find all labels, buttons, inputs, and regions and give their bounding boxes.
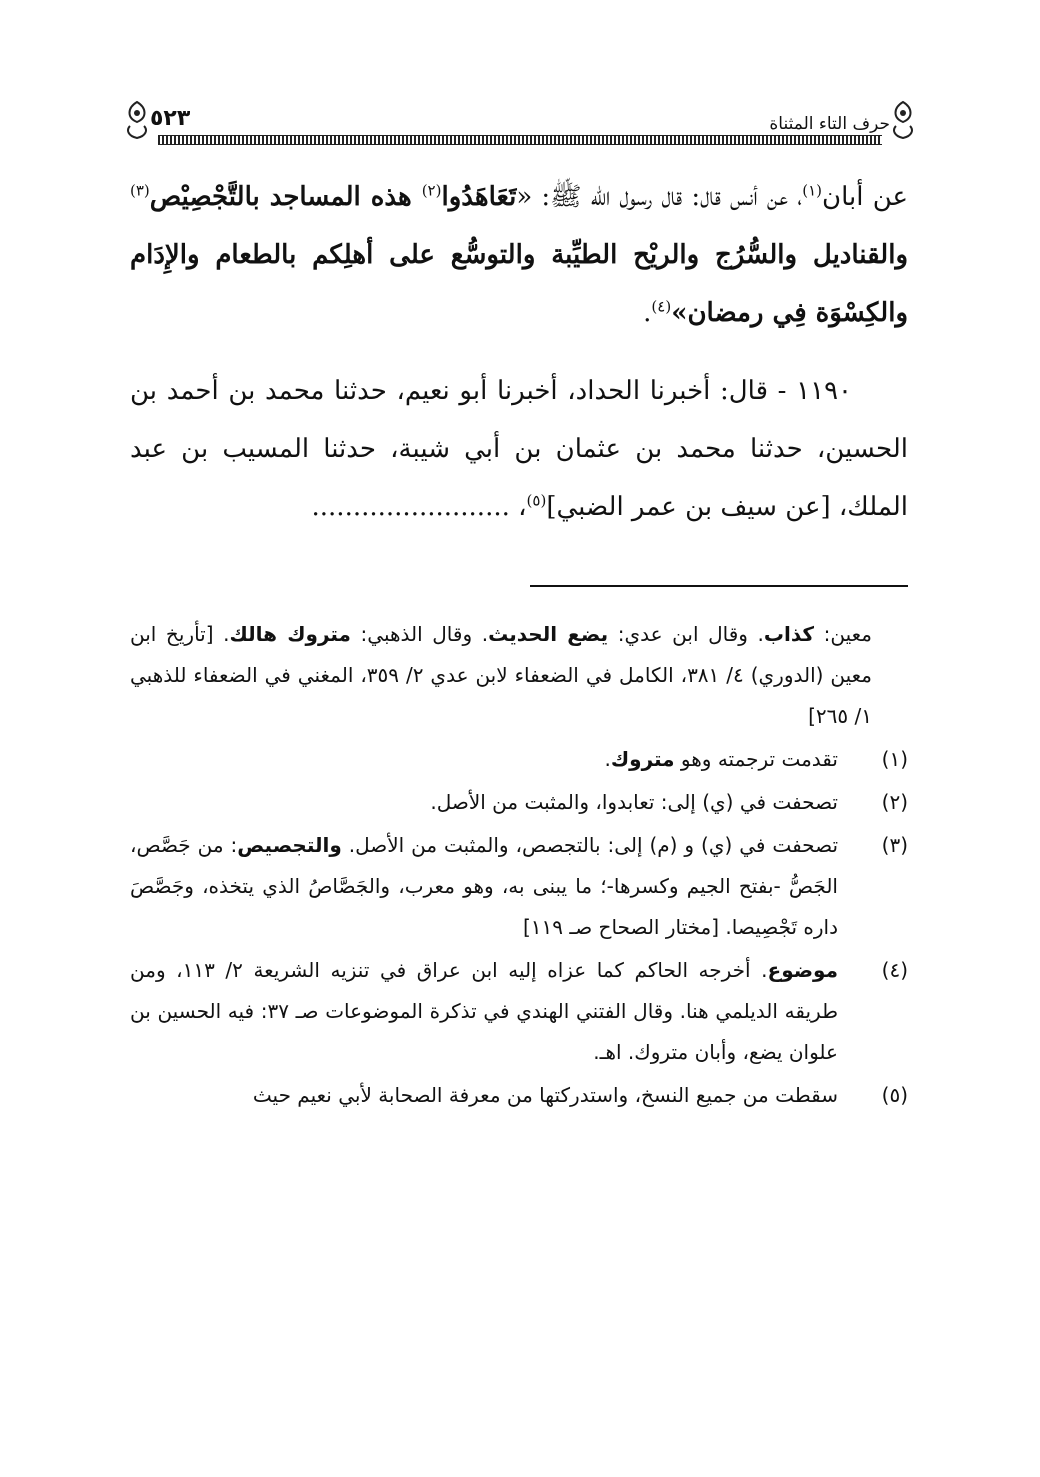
page-header [130,88,910,148]
footnote-3: (٣) تصحفت في (ي) و (م) إلى: بالتجصص، والمثبت من الأصل. والتجصيص: من جَصَّص، الجَصُّ -بفتح الجيم وكسرها-؛ ما يبنى به، وهو معرب، والجَصَّاصُ الذي يتخذه، وجَصَّصَ داره تَجْصِيصا. [مختار الصحاح صـ ١١٩] [130,825,908,948]
footnote-divider [530,585,908,587]
main-text [130,168,908,536]
footnote-number: (١) [881,747,908,771]
footnote-2: (٢) تصحفت في (ي) إلى: تعابدوا، والمثبت من الأصل. [130,782,908,823]
footnote-number: (٥) [881,1083,908,1107]
page-number: ٥٢٣ [150,106,191,131]
footnote-number: (٢) [881,790,908,814]
running-title: حرف التاء المثناة [769,114,890,134]
ornament-left-icon [122,100,152,140]
footnote-5: (٥) سقطت من جميع النسخ، واستدركتها من معرفة الصحابة لأبي نعيم حيث [130,1075,908,1116]
isnad-paragraph: ١١٩٠ - قال: أخبرنا الحداد، أخبرنا أبو نعيم، حدثنا محمد بن أحمد بن الحسين، حدثنا محمد بن عثمان بن أبي شيبة، حدثنا المسيب بن عبد الملك، [عن سيف بن عمر الضبي]$^{(٥)}$، ........................ [130,376,908,522]
footnote-number: (٣) [881,833,908,857]
footnote-continuation: معين: كذاب. وقال ابن عدي: يضع الحديث. وقال الذهبي: متروك هالك. [تأريخ ابن معين (الدوري) ٤/ ٣٨١، الكامل في الضعفاء لابن عدي ٢/ ٣٥٩، المغني في الضعفاء للذهبي ١/ ٢٦٥] [130,622,872,728]
footnote-number: (٤) [881,958,908,982]
footnote-4: (٤) موضوع. أخرجه الحاكم كما عزاه إليه ابن عراق في تنزيه الشريعة ٢/ ١١٣، ومن طريقه الديلمي هنا. وقال الفتني الهندي في تذكرة الموضوعات صـ ٣٧: فيه الحسين بن علوان يضع، وأبان متروك. اهـ. [130,950,908,1073]
footnote-ref-3[interactable]: (٣) [130,181,150,200]
footnote-ref-5[interactable]: (٥) [526,491,547,510]
ornament-right-icon [888,100,918,140]
footnote-ref-2[interactable]: (٢) [421,181,442,200]
header-rule [158,135,882,145]
footnote-ref-1[interactable]: (١) [802,181,823,200]
footnote-ref-4[interactable]: (٤) [651,297,672,316]
hadith-paragraph: عن أبان$^{(١)}$، عن أنس قال: قال رسول الله ﷺ: «تَعَاهَدُوا$^{(٢)}$ هذه المساجد بالتَّجْصِيْص$^{(٣)}$ والقناديل والسُّرُج والريْح الطيِّبة والتوسُّع على أهلِكم بالطعام والإِدَام والكِسْوَة فِي رمضان»$^{(٤)}$. [130,181,909,328]
footnote-1: (١) تقدمت ترجمته وهو متروك. [130,739,908,780]
footnotes [130,614,908,1116]
